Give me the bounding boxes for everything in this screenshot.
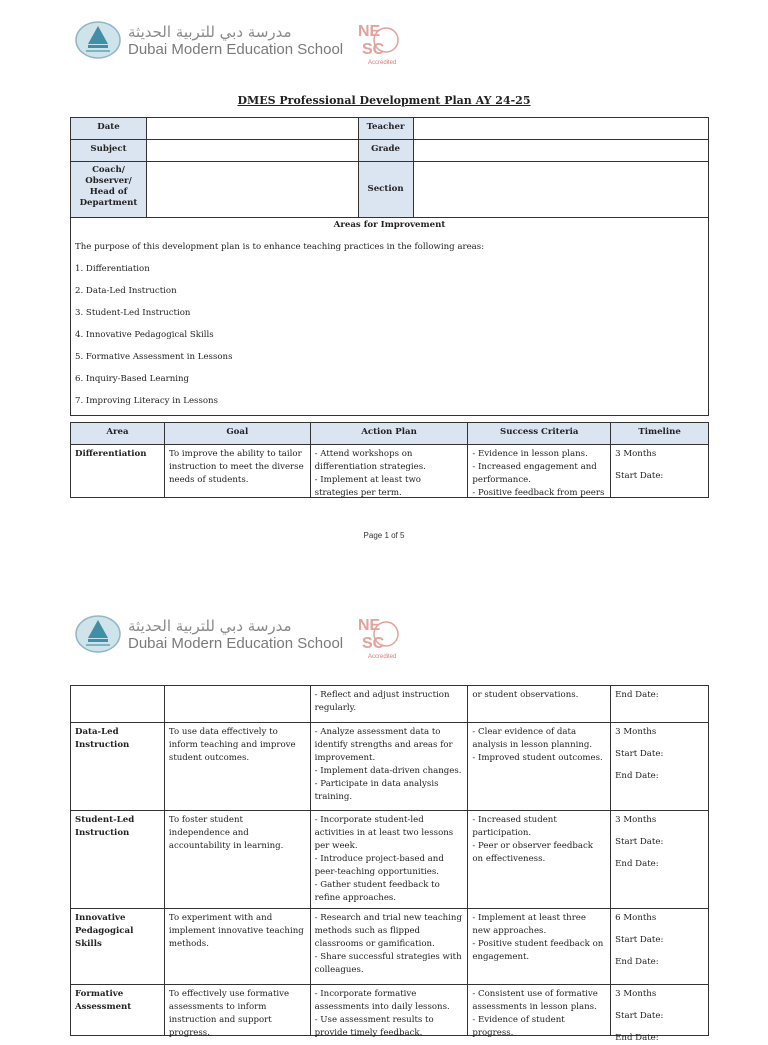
timeline-start: Start Date:	[615, 1011, 664, 1021]
improvement-table	[70, 217, 709, 416]
page-number: Page 1 of 5	[363, 531, 405, 540]
svg-text:NE: NE	[358, 617, 381, 634]
subject-field[interactable]	[146, 140, 358, 162]
goal-cell: To foster student independence and accountability in learning.	[164, 811, 310, 909]
list-item: 1. Differentiation	[75, 264, 150, 274]
list-item: 6. Inquiry-Based Learning	[75, 374, 190, 384]
success-item: - Consistent use of formative assessments in lesson plans.	[472, 989, 598, 1012]
accredited-label: Accredited	[368, 654, 397, 660]
area-cell: Student-Led Instruction	[71, 811, 165, 909]
col-success-header: Success Criteria	[468, 423, 611, 445]
school-name-english: Dubai Modern Education School	[128, 40, 344, 58]
school-name-english: Dubai Modern Education School	[128, 634, 344, 652]
plan-table-page2	[70, 685, 709, 1043]
timeline-start: Start Date:	[615, 935, 664, 945]
goal-cell	[164, 686, 310, 723]
neasc-logo	[356, 20, 402, 68]
crest-icon	[74, 20, 122, 60]
timeline-end: End Date:	[615, 690, 659, 700]
teacher-field[interactable]	[413, 118, 708, 140]
info-table	[70, 117, 709, 218]
action-item: - Incorporate formative assessments into daily lessons.	[314, 989, 450, 1012]
timeline-end: End Date:	[615, 771, 659, 781]
area-cell: Data-Led Instruction	[71, 723, 165, 811]
coach-field[interactable]	[146, 162, 358, 218]
school-name-arabic: مدرسة دبي للتربية الحديثة	[128, 616, 292, 635]
table-row	[71, 909, 709, 985]
action-item: - Introduce project-based and peer-teaching opportunities.	[314, 854, 444, 877]
section-label: Section	[358, 162, 413, 218]
table-row	[71, 811, 709, 909]
date-label: Date	[71, 118, 147, 140]
page-2	[0, 600, 768, 1043]
action-item: - Research and trial new teaching methods such as flipped classrooms or gamification.	[314, 913, 462, 949]
col-area-header: Area	[71, 423, 165, 445]
success-item: - Clear evidence of data analysis in lesson planning.	[472, 727, 593, 750]
action-item: - Use assessment results to provide timely feedback.	[314, 1015, 434, 1038]
action-item: - Reflect and adjust instruction regularly.	[314, 690, 450, 713]
accredited-label: Accredited	[368, 60, 397, 66]
success-item: - Implement at least three new approaches.	[472, 913, 586, 936]
neasc-logo	[356, 614, 402, 662]
teacher-label: Teacher	[358, 118, 413, 140]
subject-label: Subject	[71, 140, 147, 162]
plan-table-page1	[70, 422, 709, 498]
list-item: 2. Data-Led Instruction	[75, 286, 177, 296]
school-logo	[74, 614, 343, 654]
success-item: - Peer or observer feedback on effectiveness.	[472, 841, 593, 864]
section-field[interactable]	[413, 162, 708, 218]
grade-field[interactable]	[413, 140, 708, 162]
timeline-start: Start Date:	[615, 837, 664, 847]
improvement-list	[75, 263, 704, 408]
timeline-end: End Date:	[615, 859, 659, 869]
action-item: - Incorporate student-led activities in at least two lessons per week.	[314, 815, 454, 851]
success-item: - Increased student participation.	[472, 815, 557, 838]
timeline-duration: 3 Months	[615, 727, 657, 737]
goal-cell: To effectively use formative assessments to inform instruction and support progress.	[168, 989, 290, 1038]
success-item: - Increased engagement and performance.	[472, 462, 597, 485]
col-action-header: Action Plan	[310, 423, 468, 445]
success-item: - Positive student feedback on engagement.	[472, 939, 604, 962]
action-item: - Implement at least two strategies per term.	[314, 475, 421, 498]
area-cell	[71, 686, 165, 723]
date-field[interactable]	[146, 118, 358, 140]
action-item: - Participate in data analysis training.	[314, 779, 439, 802]
table-row	[71, 985, 709, 1036]
table-row	[71, 723, 709, 811]
area-cell: Formative Assessment	[71, 985, 165, 1036]
success-item: or student observations.	[472, 690, 579, 700]
action-item: - Attend workshops on differentiation strategies.	[314, 449, 426, 472]
area-cell: Innovative Pedagogical Skills	[71, 909, 165, 985]
action-item: - Implement data-driven changes.	[314, 766, 462, 776]
success-item: - Evidence of student progress.	[472, 1015, 565, 1038]
action-item: - Share successful strategies with colleagues.	[314, 952, 462, 975]
svg-text:SC: SC	[362, 41, 385, 58]
success-item: - Evidence in lesson plans.	[472, 449, 588, 459]
list-item: 4. Innovative Pedagogical Skills	[75, 330, 214, 340]
timeline-end: End Date:	[615, 957, 659, 967]
goal-cell: To use data effectively to inform teaching and improve student outcomes.	[164, 723, 310, 811]
grade-label: Grade	[358, 140, 413, 162]
col-goal-header: Goal	[164, 423, 310, 445]
coach-label: Coach/ Observer/ Head of Department	[71, 162, 147, 218]
list-item: 5. Formative Assessment in Lessons	[75, 352, 233, 362]
timeline-duration: 3 Months	[615, 989, 657, 999]
goal-cell: To improve the ability to tailor instruction to meet the diverse needs of students.	[164, 445, 310, 498]
success-item: - Improved student outcomes.	[472, 753, 603, 763]
success-item: - Positive feedback from peers	[472, 488, 605, 498]
timeline-duration: 6 Months	[615, 913, 657, 923]
action-item: - Analyze assessment data to identify strengths and areas for improvement.	[314, 727, 453, 763]
timeline-start: Start Date:	[615, 749, 664, 759]
table-row	[71, 445, 709, 498]
improvement-intro: The purpose of this development plan is to enhance teaching practices in the following areas:	[75, 242, 485, 252]
area-cell: Differentiation	[71, 445, 165, 498]
improvement-heading: Areas for Improvement	[333, 220, 446, 230]
col-timeline-header: Timeline	[611, 423, 709, 445]
svg-text:NE: NE	[358, 23, 381, 40]
timeline-start: Start Date:	[615, 471, 664, 481]
crest-icon	[74, 614, 122, 654]
school-logo	[74, 20, 343, 60]
timeline-duration: 3 Months	[615, 449, 657, 459]
goal-cell: To experiment with and implement innovative teaching methods.	[164, 909, 310, 985]
timeline-end: End Date:	[615, 1033, 659, 1043]
page-title: DMES Professional Development Plan AY 24-25	[237, 94, 531, 107]
school-name-arabic: مدرسة دبي للتربية الحديثة	[128, 22, 292, 41]
list-item: 3. Student-Led Instruction	[75, 308, 191, 318]
svg-text:SC: SC	[362, 635, 385, 652]
timeline-duration: 3 Months	[615, 815, 657, 825]
table-row	[71, 686, 709, 723]
action-item: - Gather student feedback to refine approaches.	[314, 880, 440, 903]
list-item: 7. Improving Literacy in Lessons	[75, 396, 219, 406]
